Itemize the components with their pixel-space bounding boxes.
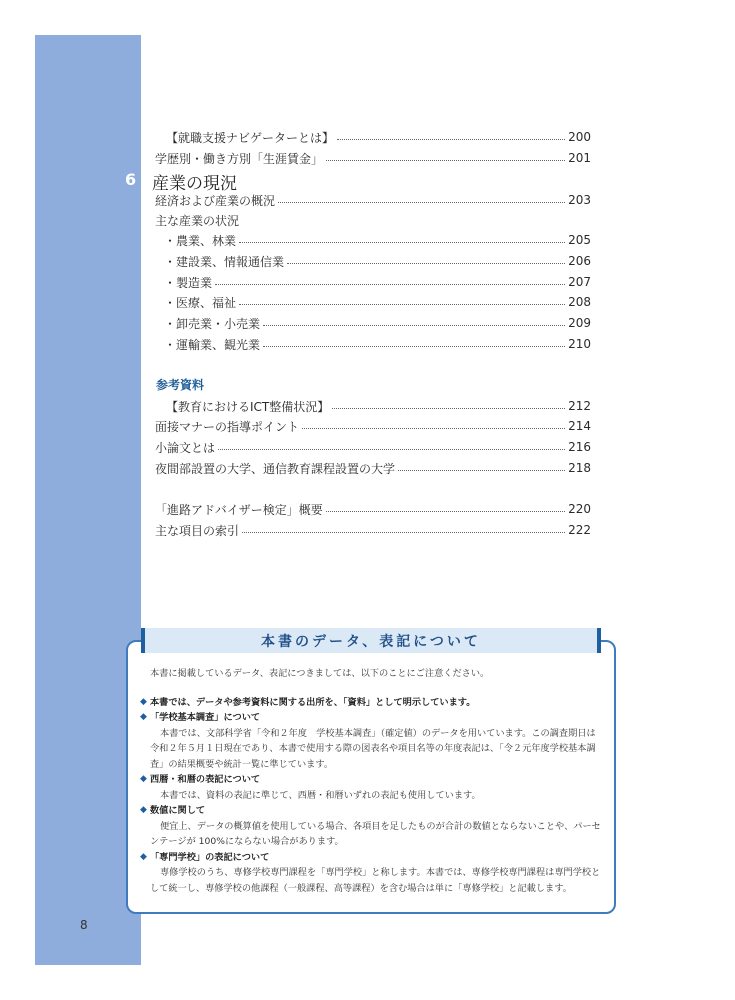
dot-leader [398,470,565,471]
toc-row-title: 小論文とは [155,440,216,455]
dot-leader [287,263,565,264]
toc-row[interactable] [155,500,591,518]
notice-item-detail: 本書では、資料の表記に準じて、西暦・和暦いずれの表記も使用しています。 [160,789,481,801]
toc-row-page: 200 [568,130,591,144]
notice-item-title: 本書では、データや参考資料に関する出所を、「資料」として明示しています。 [150,696,476,708]
dot-leader [215,284,565,285]
toc-row[interactable] [164,335,591,353]
toc-row[interactable] [164,293,591,311]
toc-row-title: 夜間部設置の大学、通信教育課程設置の大学 [155,461,396,476]
reference-heading: 参考資料 [156,378,205,392]
notice-item-detail: 専修学校のうち、専修学校専門課程を「専門学校」と称します。本書では、専修学校専門課程は専門学校として統一し、専修学校の他課程（一般課程、高等課程）を含む場合は単に「専修学校」と記載します。 [150,867,601,894]
notice-item [140,850,602,866]
dot-leader [263,346,565,347]
chapter-number: 6 [125,170,137,189]
diamond-bullet-icon: ◆ [140,712,147,722]
toc-row[interactable] [155,438,591,456]
toc-row-page: 210 [568,337,591,351]
notice-intro: 本書に掲載しているデータ、表記につきましては、以下のことにご注意ください。 [150,668,490,679]
toc-row-title: 【教育におけるICT整備状況】 [166,399,330,414]
notice-item [140,710,602,726]
toc-row[interactable] [164,231,591,249]
notice-item-title: 西暦・和暦の表記について [150,774,261,785]
notice-title-bar [141,628,601,653]
toc-row-page: 218 [568,461,591,475]
notice-item-title: 「専門学校」の表記について [150,851,270,863]
toc-row-page: 207 [568,275,591,289]
toc-row-page: 216 [568,440,591,454]
dot-leader [278,202,565,203]
toc-row-page: 220 [568,502,591,516]
toc-row[interactable] [166,397,591,415]
page-number: 8 [80,918,88,932]
dot-leader [332,408,565,409]
dot-leader [263,325,565,326]
diamond-bullet-icon: ◆ [140,851,147,862]
toc-row-title: 学歴別・働き方別「生涯賃金」 [155,151,324,166]
toc-section-label [155,211,355,229]
toc-row[interactable] [155,191,591,209]
toc-row-title: ・農業、林業 [164,233,237,248]
toc-row-page: 205 [568,233,591,247]
dot-leader [326,511,565,512]
toc-row-page: 203 [568,193,591,207]
toc-row-title: ・運輸業、観光業 [164,337,261,352]
notice-title: 本書のデータ、表記について [261,633,481,650]
toc-row[interactable] [155,417,591,435]
notice-item-title: 「学校基本調査」について [150,712,261,723]
toc-row-title: ・製造業 [164,275,213,290]
toc-row-title: 面接マナーの指導ポイント [155,419,300,434]
dot-leader [326,160,565,161]
toc-row-title: 経済および産業の概況 [155,193,276,208]
toc-row-page: 208 [568,295,591,309]
toc-row[interactable] [155,149,591,167]
toc-row-title: 「進路アドバイザー検定」概要 [155,502,323,517]
toc-row-title: ・卸売業・小売業 [164,316,261,331]
toc-row-title: ・医療、福祉 [164,295,237,310]
toc-row[interactable] [164,273,591,291]
diamond-bullet-icon: ◆ [140,774,147,784]
notice-item [140,803,602,819]
diamond-bullet-icon: ◆ [140,696,147,707]
toc-row[interactable] [164,314,591,332]
toc-row-page: 222 [568,523,591,537]
notice-body [140,666,602,896]
notice-item-detail: 本書では、文部科学省「令和２年度 学校基本調査」（確定値）のデータを用いています。この調査期日は令和２年５月１日現在であり、本書で使用する際の図表名や項目名等の年度表記は、「令２元年度学校基本調査」の結果概要や統計一覧に準じています。 [150,727,596,770]
toc-row-title: 主な項目の索引 [155,523,240,538]
toc-row-page: 206 [568,254,591,268]
notice-item [140,695,602,711]
toc-row-title: 【就職支援ナビゲーターとは】 [166,130,335,145]
toc-row[interactable] [164,252,591,270]
dot-leader [337,139,565,140]
toc-row-title: 主な産業の状況 [155,213,240,228]
chapter-title: 産業の現況 [152,174,237,194]
toc-row[interactable] [155,521,591,539]
dot-leader [239,242,565,243]
dot-leader [242,532,565,533]
notice-item-detail: 便宜上、データの概算値を使用している場合、各項目を足したものが合計の数値とならないことや、パーセンテージが 100%にならない場合があります。 [150,820,601,847]
dot-leader [302,428,565,429]
toc-row[interactable] [166,128,591,146]
notice-item-title: 数値に関して [150,805,206,816]
dot-leader [239,304,565,305]
diamond-bullet-icon: ◆ [140,805,147,815]
toc-row-page: 201 [568,151,591,165]
dot-leader [218,449,565,450]
toc-row-page: 214 [568,419,591,433]
toc-row-title: ・建設業、情報通信業 [164,254,285,269]
toc-row-page: 209 [568,316,591,330]
toc-row-page: 212 [568,399,591,413]
notice-item [140,772,602,788]
toc-row[interactable] [155,459,591,477]
